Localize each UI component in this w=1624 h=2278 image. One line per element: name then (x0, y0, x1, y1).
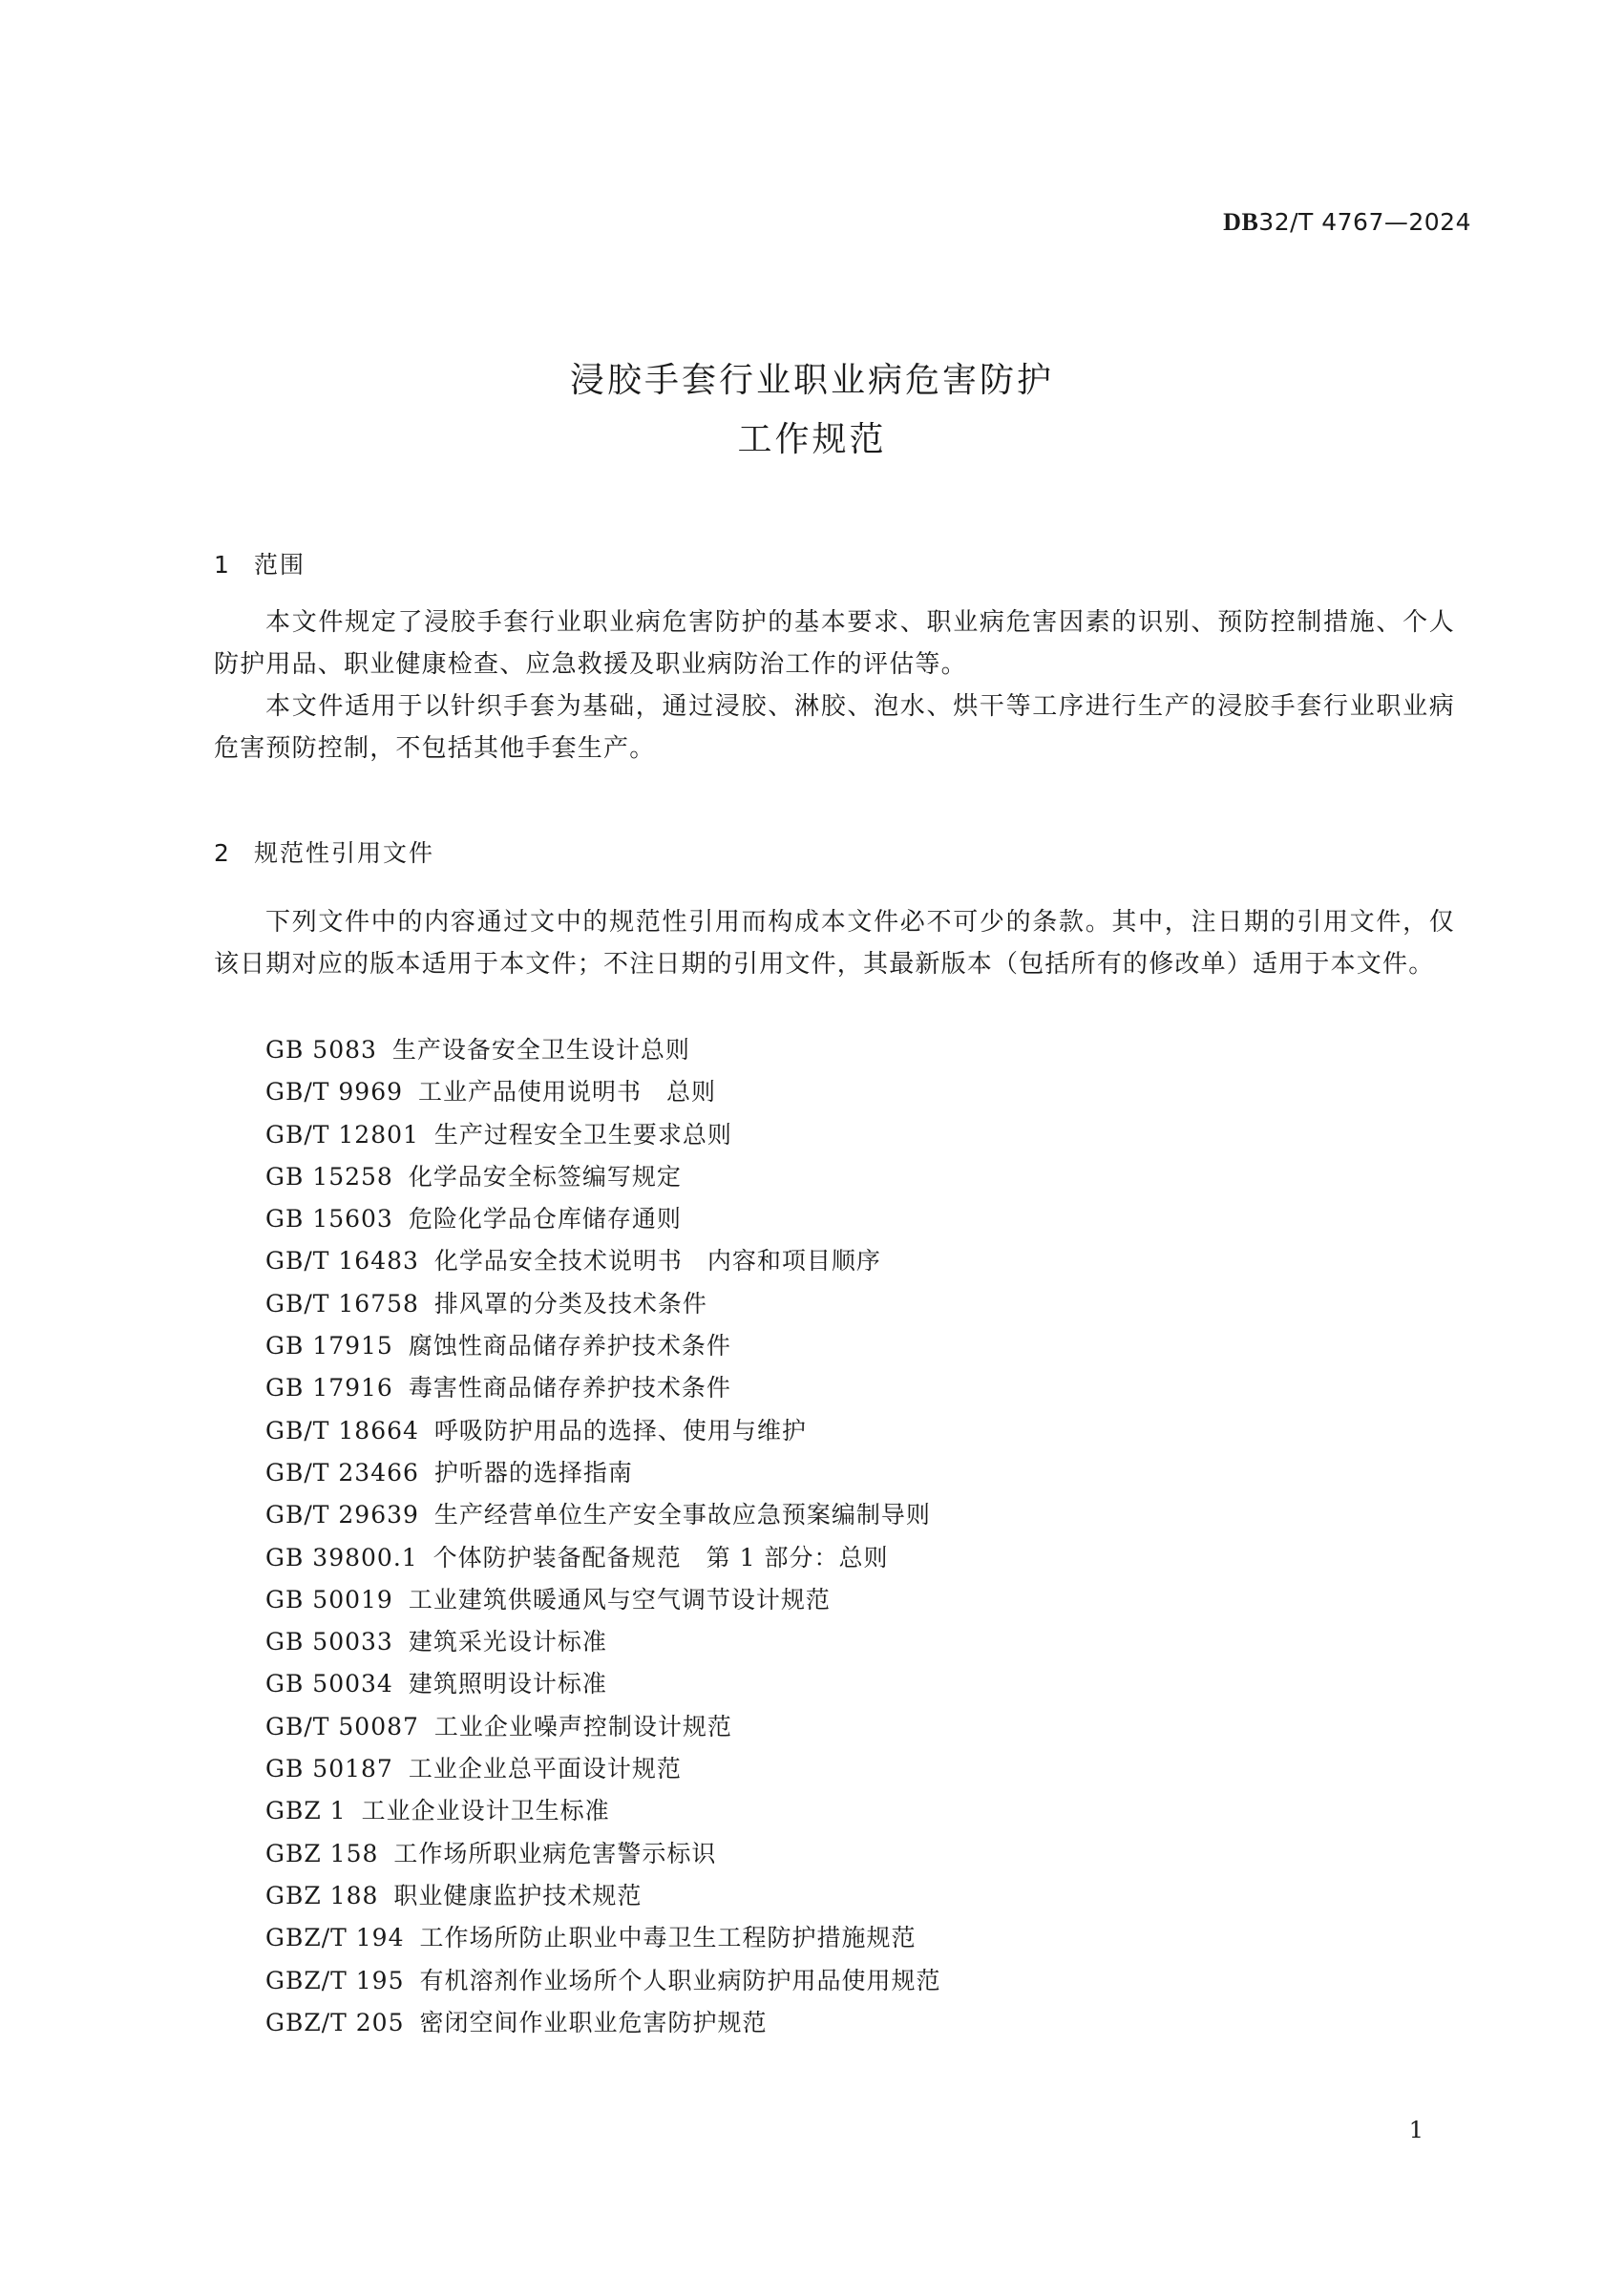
reference-code: GBZ/T 194 (265, 1924, 405, 1952)
reference-code: GB 17915 (265, 1332, 393, 1360)
reference-code: GB 50033 (265, 1628, 393, 1656)
reference-item (265, 1621, 941, 1663)
reference-item (265, 1367, 941, 1409)
reference-code: GBZ 188 (265, 1881, 379, 1909)
reference-code: GB/T 12801 (265, 1120, 419, 1149)
page-number: 1 (1408, 2117, 1424, 2143)
reference-code: GB/T 9969 (265, 1078, 404, 1107)
reference-code: GBZ 1 (265, 1797, 347, 1825)
section-2-title: 规范性引用文件 (254, 839, 435, 867)
reference-title: 工作场所职业病危害警示标识 (393, 1839, 717, 1867)
reference-code: GB/T 16758 (265, 1289, 419, 1318)
reference-code: GB 50019 (265, 1585, 393, 1614)
section-1-paragraph-2: 本文件适用于以针织手套为基础，通过浸胶、淋胶、泡水、烘干等工序进行生产的浸胶手套行业职业病危害预防控制，不包括其他手套生产。 (214, 692, 1455, 763)
reference-item (265, 1494, 941, 1536)
reference-code: GBZ/T 195 (265, 1966, 405, 1994)
reference-code: GBZ/T 205 (265, 2008, 405, 2036)
reference-code: GB 15258 (265, 1162, 393, 1191)
section-1-title: 范围 (254, 551, 306, 579)
reference-title: 生产经营单位生产安全事故应急预案编制导则 (433, 1501, 931, 1529)
reference-title: 工业企业总平面设计规范 (408, 1755, 682, 1783)
reference-item (265, 1748, 941, 1790)
reference-title: 个体防护装备配备规范 第 1 部分：总则 (432, 1543, 889, 1571)
standard-code (1223, 208, 1471, 237)
reference-code: GB 39800.1 (265, 1543, 418, 1571)
reference-title: 工业产品使用说明书 总则 (418, 1078, 717, 1107)
reference-title: 职业健康监护技术规范 (393, 1881, 643, 1909)
document-title-line1: 浸胶手套行业职业病危害防护 (569, 361, 1054, 400)
reference-item (265, 1706, 941, 1748)
reference-title: 危险化学品仓库储存通则 (408, 1205, 682, 1234)
reference-title: 建筑采光设计标准 (408, 1628, 607, 1656)
reference-title: 腐蚀性商品储存养护技术条件 (408, 1332, 731, 1360)
section-1-number: 1 (214, 551, 231, 579)
section-1-paragraph-1: 本文件规定了浸胶手套行业职业病危害防护的基本要求、职业病危害因素的识别、预防控制措施、个人防护用品、职业健康检查、应急救援及职业病防治工作的评估等。 (214, 608, 1455, 679)
reference-item (265, 1114, 941, 1156)
reference-code: GB 50187 (265, 1755, 393, 1783)
reference-code: GB 15603 (265, 1205, 393, 1234)
reference-item (265, 1029, 941, 1071)
reference-title: 密闭空间作业职业危害防护规范 (419, 2008, 768, 2036)
reference-title: 工业建筑供暖通风与空气调节设计规范 (408, 1585, 831, 1614)
reference-code: GB/T 16483 (265, 1247, 419, 1276)
reference-code: GB 50034 (265, 1670, 393, 1698)
reference-item (265, 1452, 941, 1494)
reference-item (265, 1790, 941, 1832)
reference-code: GB/T 29639 (265, 1501, 419, 1529)
reference-item (265, 1917, 941, 1959)
section-1-heading (214, 546, 306, 580)
reference-item (265, 2002, 941, 2044)
section-2-paragraph-1: 下列文件中的内容通过文中的规范性引用而构成本文件必不可少的条款。其中，注日期的引用文件，仅该日期对应的版本适用于本文件；不注日期的引用文件，其最新版本（包括所有的修改单）适用于本文件。 (214, 908, 1455, 979)
reference-code: GBZ 158 (265, 1839, 379, 1867)
reference-title: 排风罩的分类及技术条件 (433, 1289, 707, 1318)
reference-item (265, 1537, 941, 1579)
reference-item (265, 1410, 941, 1452)
reference-item (265, 1283, 941, 1325)
reference-title: 生产过程安全卫生要求总则 (433, 1120, 732, 1149)
reference-item (265, 1156, 941, 1198)
reference-code: GB 5083 (265, 1036, 377, 1064)
reference-title: 护听器的选择指南 (433, 1458, 633, 1487)
reference-item (265, 1960, 941, 2002)
reference-item (265, 1325, 941, 1367)
section-2-heading (214, 834, 434, 869)
reference-item (265, 1071, 941, 1113)
reference-title: 化学品安全技术说明书 内容和项目顺序 (433, 1247, 881, 1276)
reference-code: GB/T 18664 (265, 1416, 419, 1445)
reference-title: 工业企业噪声控制设计规范 (433, 1712, 732, 1740)
reference-code: GB/T 23466 (265, 1458, 419, 1487)
reference-title: 化学品安全标签编写规定 (408, 1162, 682, 1191)
reference-item (265, 1833, 941, 1875)
reference-title: 建筑照明设计标准 (408, 1670, 607, 1698)
reference-item (265, 1663, 941, 1705)
reference-title: 有机溶剂作业场所个人职业病防护用品使用规范 (419, 1966, 941, 1994)
section-2-number: 2 (214, 839, 231, 867)
reference-title: 呼吸防护用品的选择、使用与维护 (433, 1416, 807, 1445)
reference-title: 工作场所防止职业中毒卫生工程防护措施规范 (419, 1924, 917, 1952)
reference-item (265, 1875, 941, 1917)
normative-references-list (265, 1029, 941, 2044)
document-title-line2: 工作规范 (737, 420, 887, 459)
standard-code-number: 32/T 4767—2024 (1258, 208, 1471, 236)
reference-title: 毒害性商品储存养护技术条件 (408, 1374, 731, 1403)
reference-item (265, 1240, 941, 1282)
reference-code: GB/T 50087 (265, 1712, 419, 1740)
reference-code: GB 17916 (265, 1374, 393, 1403)
reference-title: 工业企业设计卫生标准 (361, 1797, 610, 1825)
standard-code-prefix: DB (1223, 208, 1259, 236)
reference-item (265, 1198, 941, 1240)
reference-title: 生产设备安全卫生设计总则 (391, 1036, 690, 1064)
reference-item (265, 1579, 941, 1621)
